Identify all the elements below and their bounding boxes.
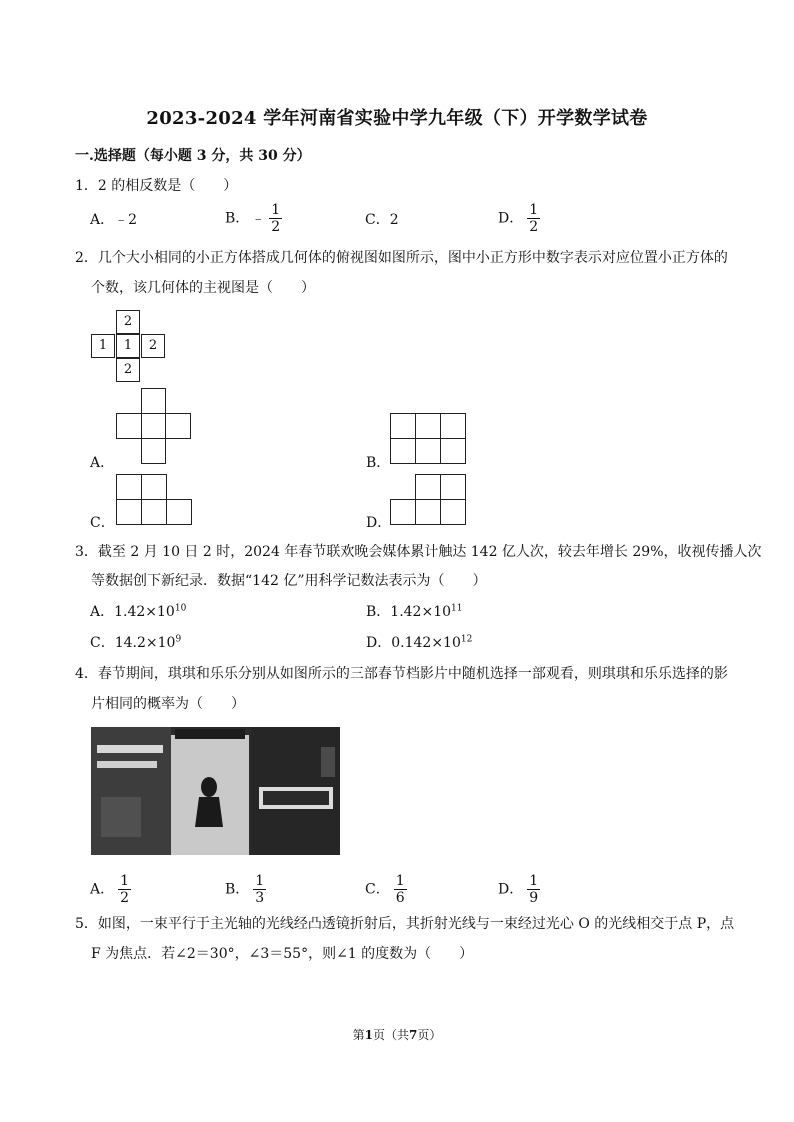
page-title: 2023-2024 学年河南省实验中学九年级（下）开学数学试卷: [146, 108, 648, 129]
movie-posters-image: [91, 727, 340, 855]
q3-option-d[interactable]: D．$0.142\times 10^{12}$: [366, 634, 473, 651]
q2-option-c-label[interactable]: C．: [90, 515, 115, 531]
fraction: $\frac{1}{2}$: [271, 202, 281, 235]
q4-option-a[interactable]: A． $\frac{1}{2}$: [90, 873, 130, 906]
section-heading: 一.选择题（每小题 3 分，共 30 分）: [75, 148, 311, 164]
question-4-line-1: 4．春节期间，琪琪和乐乐分别从如图所示的三部春节档影片中随机选择一部观看，则琪琪和乐乐选择的影: [75, 666, 728, 682]
top-view-cell: 2: [116, 310, 140, 334]
fraction: $\frac{1}{9}$: [529, 873, 539, 906]
q1-option-d[interactable]: D． $\frac{1}{2}$: [498, 202, 539, 235]
movie-posters-illustration: [91, 727, 340, 855]
question-2-line-2: 个数，该几何体的主视图是（ ）: [91, 280, 315, 296]
q1-option-c[interactable]: C．2: [365, 212, 399, 228]
top-view-cell: 1: [91, 334, 115, 358]
question-5-line-1: 5．如图，一束平行于主光轴的光线经凸透镜折射后，其折射光线与一束经过光心 O 的光线相交于点 P，点: [75, 916, 735, 932]
q3-option-b[interactable]: B．$1.42\times 10^{11}$: [366, 603, 463, 620]
q3-option-c[interactable]: C．$14.2\times 10^9$: [90, 634, 182, 651]
question-5-line-2: F 为焦点．若∠2＝30°，∠3＝55°，则∠1 的度数为（ ）: [91, 946, 474, 962]
top-view-cell: 2: [141, 334, 165, 358]
fraction: $\frac{1}{6}$: [395, 873, 405, 906]
q3-option-a[interactable]: A．$1.42\times 10^{10}$: [90, 603, 187, 620]
question-4-line-2: 片相同的概率为（ ）: [91, 696, 245, 712]
q4-option-b[interactable]: B． $\frac{1}{3}$: [225, 873, 265, 906]
fraction: $\frac{1}{2}$: [529, 202, 539, 235]
q1-option-a[interactable]: A．﹣2: [90, 212, 138, 228]
top-view-cell: 2: [116, 358, 140, 382]
top-view-cell: 1: [116, 334, 140, 358]
q2-option-d-label[interactable]: D．: [366, 515, 392, 531]
page-footer: 第1页（共7页）: [352, 1028, 442, 1042]
q2-option-a-label[interactable]: A．: [90, 455, 115, 471]
q4-option-d[interactable]: D． $\frac{1}{9}$: [498, 873, 539, 906]
q2-option-b-label[interactable]: B．: [366, 455, 391, 471]
q4-option-c[interactable]: C． $\frac{1}{6}$: [365, 873, 405, 906]
question-2-line-1: 2．几个大小相同的小正方体搭成几何体的俯视图如图所示，图中小正方形中数字表示对应位置小正方体的: [75, 250, 728, 266]
question-3-line-1: 3．截至 2 月 10 日 2 时，2024 年春节联欢晚会媒体累计触达 142 亿人次，较去年增长 29%，收视传播人次: [75, 544, 762, 560]
question-3-line-2: 等数据创下新纪录．数据“142 亿”用科学记数法表示为（ ）: [91, 573, 487, 589]
fraction: $\frac{1}{2}$: [120, 873, 130, 906]
q1-option-b[interactable]: B． ﹣ $\frac{1}{2}$: [225, 202, 281, 235]
fraction: $\frac{1}{3}$: [255, 873, 265, 906]
question-1: 1．2 的相反数是（ ）: [75, 178, 238, 194]
